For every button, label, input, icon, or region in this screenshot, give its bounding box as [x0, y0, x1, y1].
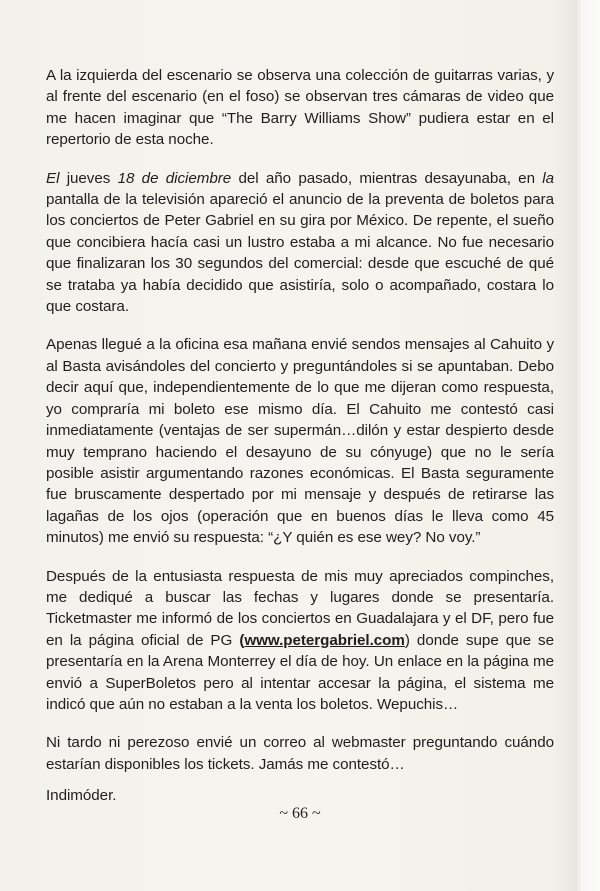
- paragraph-ticket-announcement: [46, 168, 554, 318]
- text-run: jueves: [59, 169, 118, 187]
- paren-open: (: [239, 631, 245, 649]
- italic-date: 18 de diciembre: [117, 169, 232, 187]
- paragraph-search-dates: [46, 566, 554, 716]
- italic-text: la: [542, 169, 554, 187]
- text-run: Después de la entusiasta respuesta de mis muy apreciados compinches, me dediqué a buscar las fechas y lugares donde se presentaría. Ticketmaster me informó de los conciertos en Guadalajara y el DF, pero fue en la página oficial de PG: [46, 567, 554, 649]
- italic-text: El: [46, 169, 60, 187]
- paragraph-closing: Indimóder.: [46, 787, 117, 805]
- text-run: pantalla de la televisión apareció el anuncio de la preventa de boletos para los conciertos de Peter Gabriel en su gira por México. De repente, el sueño que concibiera hacía casi un lustro estaba a mi alcance. No fue necesario que finalizaran los 30 segundos del comercial: desde que escuché de qué se trataba ya había decidido que asistiría, solo o acompañado, costara lo que costara.: [46, 191, 554, 316]
- website-link[interactable]: www.petergabriel.com: [244, 631, 405, 649]
- paragraph-friends-messages: Apenas llegué a la oficina esa mañana envié sendos mensajes al Cahuito y al Basta avisándoles del concierto y preguntándoles si se apuntaban. Debo decir aquí que, independientemente de lo que me dijeran como respuesta, yo compraría mi boleto ese mismo día. El Cahuito me contestó casi inmediatamente (ventajas de ser supermán…dilón y estar despierto desde muy temprano haciendo el desayuno de su cónyuge) que no le sería posible asistir argumentando razones económicas. El Basta seguramente fue bruscamente despertado por mi mensaje y después de retirarse las lagañas de los ojos (operación que en buenos días le lleva como 45 minutos) me envió su respuesta: “¿Y quién es ese wey? No voy.”: [46, 336, 554, 547]
- paragraph-stage-description: A la izquierda del escenario se observa una colección de guitarras varias, y al frente del escenario (en el foso) se observan tres cámaras de video que me hacen imaginar que “The Barry Williams Show” pudiera estar en el repertorio de esta noche.: [46, 67, 554, 149]
- text-run: año pasado, mientras desayunaba, en: [265, 169, 543, 187]
- text-run: del: [231, 169, 266, 187]
- text-run: ) donde supe que se presentaría en la Arena Monterrey el día de hoy. Un enlace en la página me envió a SuperBoletos pero al intentar accesar la página, el sistema me indicó que aún no estaban a la venta los boletos. Wepuchis…: [46, 631, 554, 713]
- body-text: [46, 65, 554, 824]
- page-number: ~ 66 ~: [279, 805, 321, 822]
- paragraph-webmaster: Ni tardo ni perezoso envié un correo al webmaster preguntando cuándo estarían disponibles los tickets. Jamás me contestó…: [46, 734, 554, 773]
